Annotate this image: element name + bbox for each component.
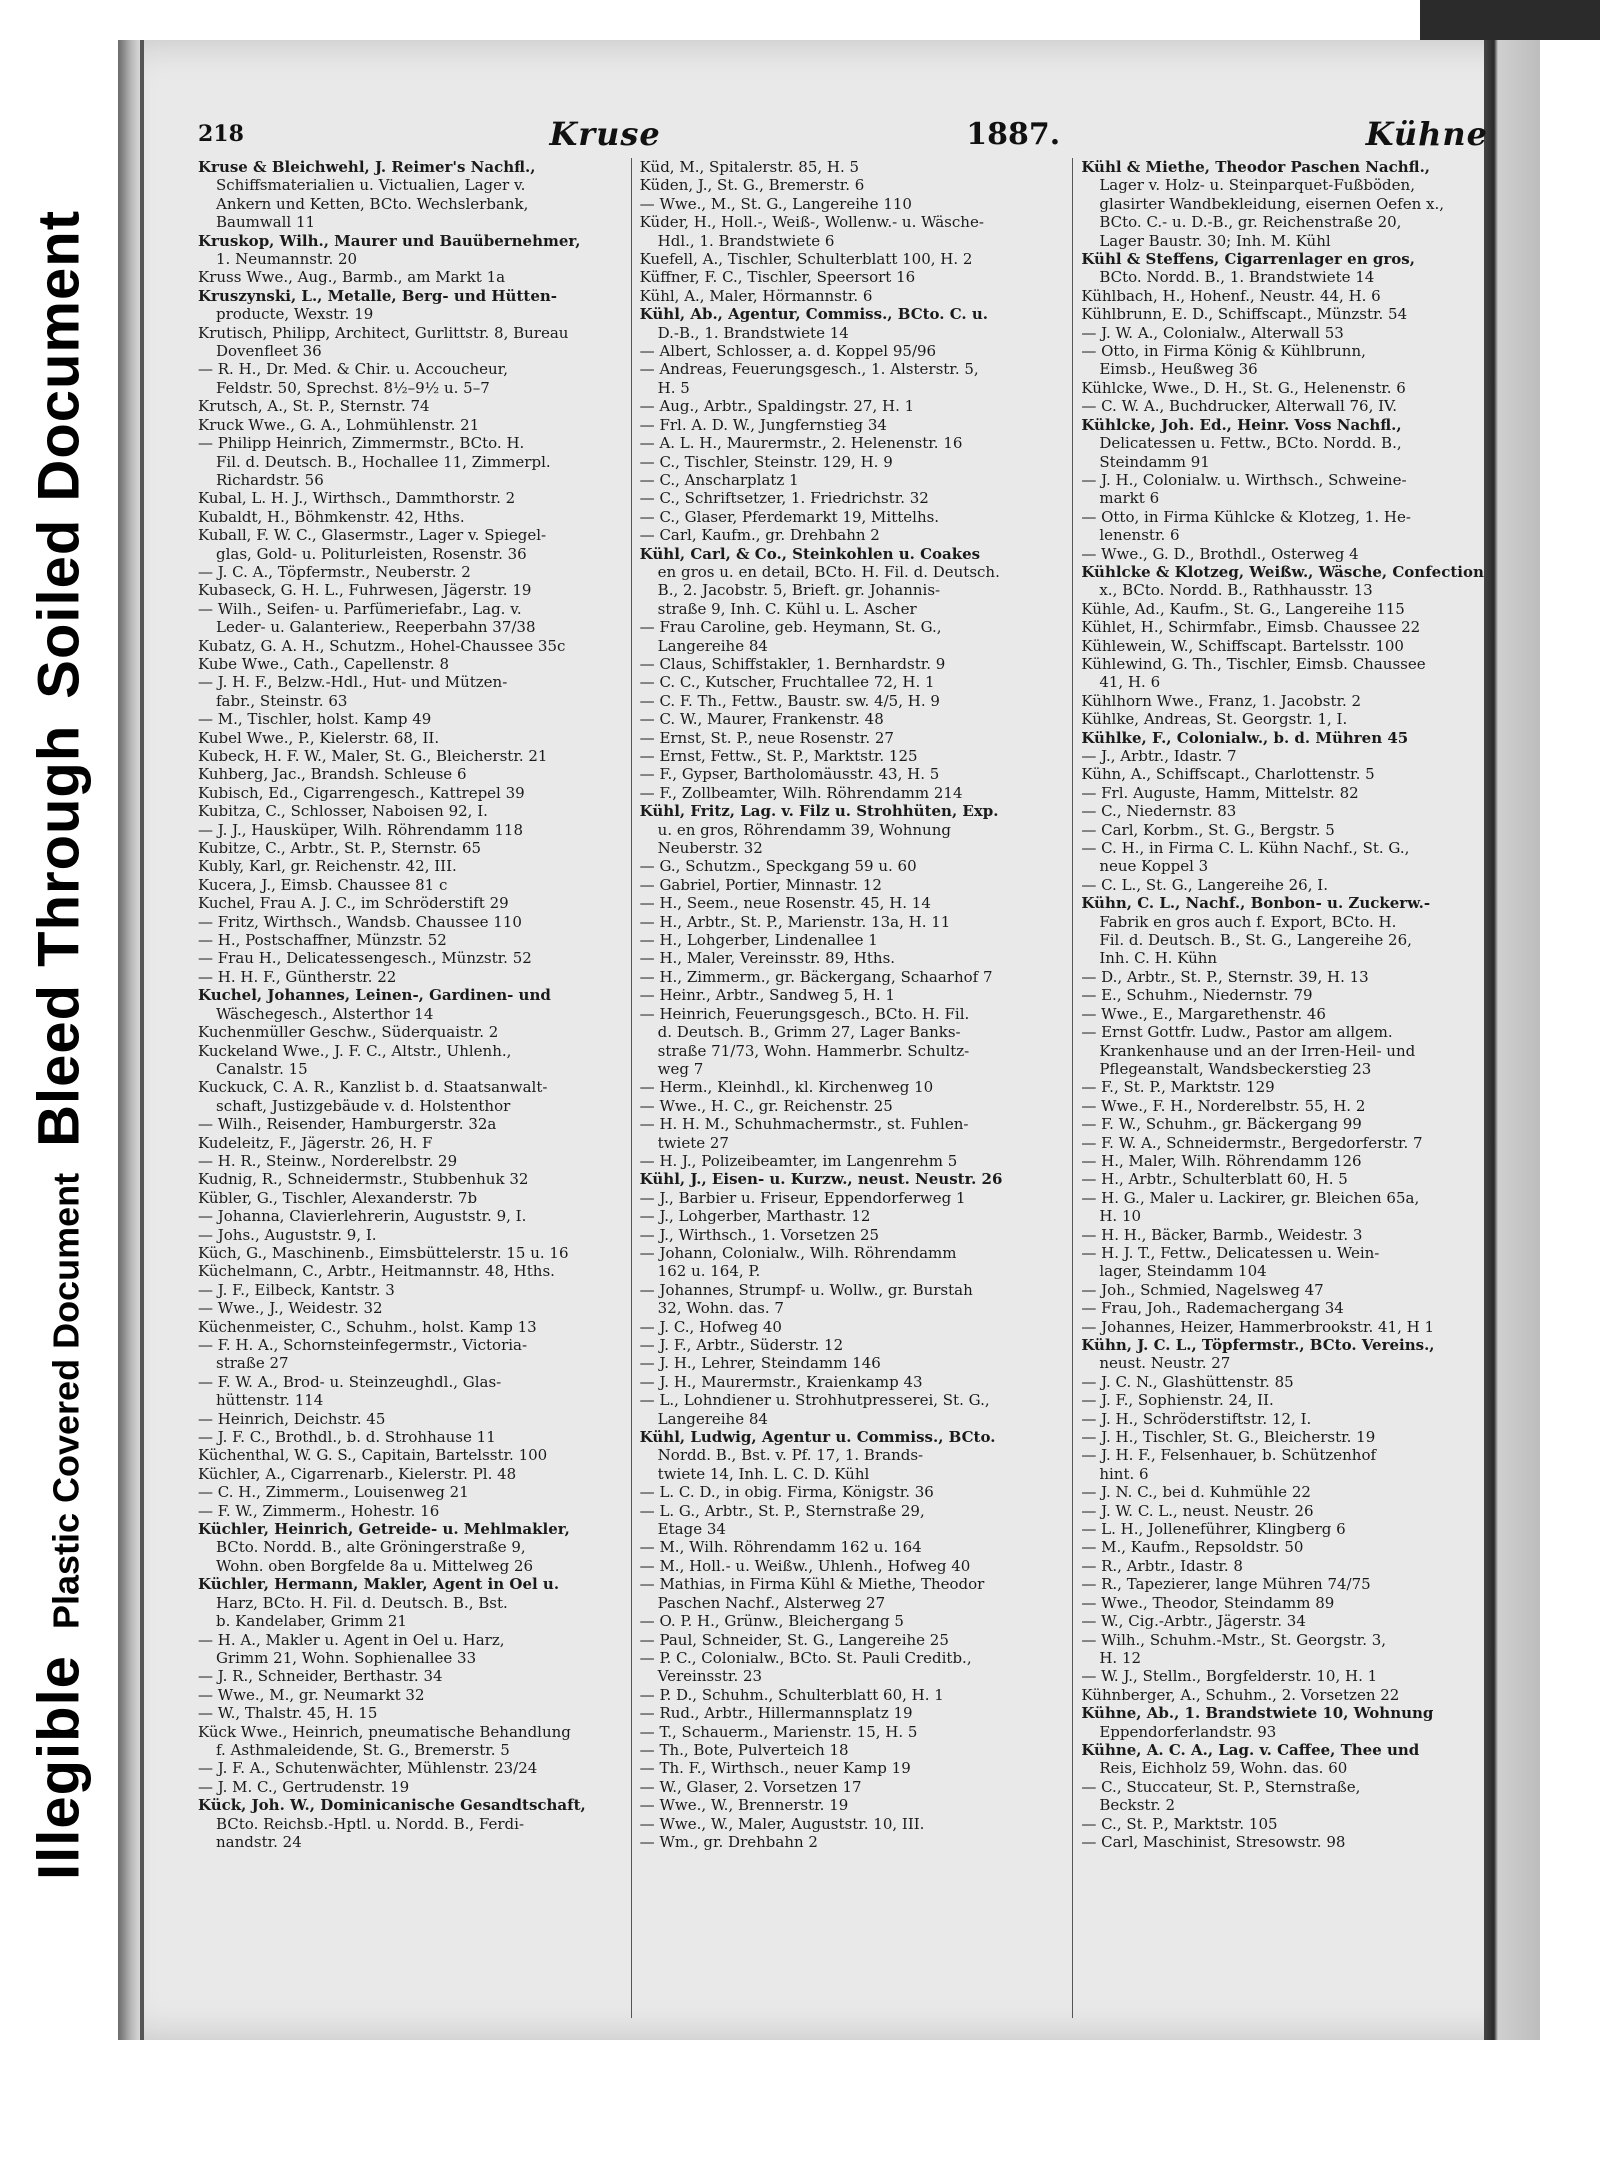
directory-entry-line: en gros u. en detail, BCto. H. Fil. d. Deutsch. [657,562,1000,581]
directory-entry-line: — F. W. A., Brod- u. Steinzeughdl., Glas- [198,1372,502,1391]
directory-entry-line: — Heinrich, Feuerungsgesch., BCto. H. Fil. [639,1004,970,1023]
directory-entry-line: — Aug., Arbtr., Spaldingstr. 27, H. 1 [639,397,915,416]
directory-entry-line: — C., Anscharplatz 1 [639,470,799,489]
directory-entry-line: Kubal, L. H. J., Wirthsch., Dammthorstr. 2 [198,489,516,508]
directory-entry-line: Harz, BCto. H. Fil. d. Deutsch. B., Bst. [216,1593,508,1612]
directory-entry-line: hüttenstr. 114 [216,1391,324,1410]
directory-entry-line: Ankern und Ketten, BCto. Wechslerbank, [216,194,529,213]
directory-entry-line: — Wwe., G. D., Brothdl., Osterweg 4 [1081,544,1359,563]
directory-entry-line: — Johanna, Clavierlehrerin, Auguststr. 9, I. [198,1207,527,1226]
directory-entry-line: Kuckeland Wwe., J. F. C., Altstr., Uhlenh., [198,1041,512,1060]
directory-entry-line: Kühlcke, Wwe., D. H., St. G., Helenenstr. 6 [1081,378,1406,397]
directory-entry-line: Küchenthal, W. G. S., Capitain, Bartelsstr. 100 [198,1446,548,1465]
directory-entry-line: Kuhberg, Jac., Brandsh. Schleuse 6 [198,765,467,784]
directory-columns [198,158,1498,2018]
directory-entry-line: 162 u. 164, P. [657,1262,761,1281]
directory-entry-line: Kubatz, G. A. H., Schutzm., Hohel-Chaussee 35c [198,636,566,655]
directory-entry-line: — H. H., Bäcker, Barmb., Weidestr. 3 [1081,1225,1363,1244]
gutter-line [140,40,144,2040]
directory-entry-line: Kuchel, Johannes, Leinen-, Gardinen- und [198,986,551,1005]
directory-entry-line: Küchler, Hermann, Makler, Agent in Oel u. [198,1575,560,1594]
directory-entry-line: — Johannes, Strumpf- u. Wollw., gr. Burstah [639,1280,973,1299]
directory-entry-line: nandstr. 24 [216,1832,302,1851]
scan-border-corner [1540,0,1600,40]
directory-entry-line: — Philipp Heinrich, Zimmermstr., BCto. H. [198,434,525,453]
directory-entry-line: — Claus, Schiffstakler, 1. Bernhardstr. 9 [639,654,946,673]
directory-entry-line: Kück Wwe., Heinrich, pneumatische Behandlung [198,1722,571,1741]
directory-entry-line: Küffner, F. C., Tischler, Speersort 16 [639,268,916,287]
directory-entry-line: — Albert, Schlosser, a. d. Koppel 95/96 [639,342,937,361]
scanned-page [118,40,1540,2040]
directory-entry-line: — Th., Bote, Pulverteich 18 [639,1740,849,1759]
directory-entry-line: — Ernst, St. P., neue Rosenstr. 27 [639,728,894,747]
directory-entry-line: — F. W. A., Schneidermstr., Bergedorferstr. 7 [1081,1133,1423,1152]
directory-entry-line: — C., Glaser, Pferdemarkt 19, Mittelhs. [639,507,940,526]
directory-entry-line: — C. H., in Firma C. L. Kühn Nachf., St. G., [1081,839,1410,858]
directory-entry-line: — Wwe., Theodor, Steindamm 89 [1081,1593,1335,1612]
directory-entry-line: Pflegeanstalt, Wandsbeckerstieg 23 [1099,1059,1372,1078]
directory-entry-line: — J. W. C. L., neust. Neustr. 26 [1081,1501,1314,1520]
directory-entry-line: — G., Schutzm., Speckgang 59 u. 60 [639,857,917,876]
directory-entry-line: Kühlbrunn, E. D., Schiffscapt., Münzstr. 54 [1081,305,1408,324]
directory-entry-line: — M., Holl.- u. Weißw., Uhlenh., Hofweg 40 [639,1556,971,1575]
directory-entry-line: Kühlet, H., Schirmfabr., Eimsb. Chaussee 22 [1081,618,1421,637]
directory-entry-line: Hdl., 1. Brandstwiete 6 [657,231,835,250]
directory-entry-line: Kubly, Karl, gr. Reichenstr. 42, III. [198,857,457,876]
directory-entry-line: Kühl, Ab., Agentur, Commiss., BCto. C. u. [639,305,988,324]
directory-entry-line: Kudeleitz, F., Jägerstr. 26, H. F [198,1133,433,1152]
directory-entry-line: Kudnig, R., Schneidermstr., Stubbenhuk 32 [198,1170,529,1189]
directory-entry-line: BCto. Nordd. B., alte Gröningerstraße 9, [216,1538,526,1557]
directory-entry-line: Kubaldt, H., Böhmkenstr. 42, Hths. [198,507,465,526]
directory-entry-line: — J. R., Schneider, Berthastr. 34 [198,1667,443,1686]
directory-entry-line: — D., Arbtr., St. P., Sternstr. 39, H. 13 [1081,967,1369,986]
directory-entry-line: Kühl, Carl, & Co., Steinkohlen u. Coakes [639,544,981,563]
directory-entry-line: Küder, H., Holl.-, Weiß-, Wollenw.- u. Wäsche- [639,213,984,232]
directory-entry-line: Richardstr. 56 [216,470,324,489]
directory-entry-line: — F. H. A., Schornsteinfegermstr., Victoria- [198,1336,528,1354]
header-left-word: Kruse [549,115,661,153]
directory-entry-line: Kruss Wwe., Aug., Barmb., am Markt 1a [198,268,506,287]
directory-entry-line: Kühlke, Andreas, St. Georgstr. 1, I. [1081,710,1348,729]
directory-entry-line: — H., Arbtr., Schulterblatt 60, H. 5 [1081,1170,1348,1189]
directory-entry-line: — W., Cig.-Arbtr., Jägerstr. 34 [1081,1612,1306,1631]
directory-entry-line: BCto. C.- u. D.-B., gr. Reichenstraße 20, [1099,213,1402,232]
directory-entry-line: 32, Wohn. das. 7 [657,1299,784,1318]
directory-entry-line: — F., Zollbeamter, Wilh. Röhrendamm 214 [639,783,963,802]
label-plastic-covered: Plastic Covered Document [45,1172,87,1630]
directory-entry-line: hint. 6 [1099,1464,1149,1483]
directory-entry-line: fabr., Steinstr. 63 [216,691,348,710]
directory-entry-line: — Fritz, Wirthsch., Wandsb. Chaussee 110 [198,912,522,931]
directory-entry-line: — H. J., Polizeibeamter, im Langenrehm 5 [639,1151,958,1170]
directory-entry-line: neue Koppel 3 [1099,857,1209,876]
directory-entry-line: — M., Wilh. Röhrendamm 162 u. 164 [639,1538,922,1557]
directory-entry-line: 41, H. 6 [1099,673,1161,692]
directory-entry-line: — Johann, Colonialw., Wilh. Röhrendamm [639,1243,957,1262]
directory-entry-line: Kubeck, H. F. W., Maler, St. G., Bleicherstr. 21 [198,747,548,765]
directory-entry-line: — C. W. A., Buchdrucker, Alterwall 76, IV. [1081,397,1398,416]
directory-entry-line: — J. N. C., bei d. Kuhmühle 22 [1081,1483,1311,1502]
directory-entry-line: — Johannes, Heizer, Hammerbrookstr. 41, H 1 [1081,1317,1435,1336]
directory-entry-line: — Frau Caroline, geb. Heymann, St. G., [639,618,942,637]
directory-entry-line: x., BCto. Nordd. B., Rathhausstr. 13 [1099,581,1373,600]
directory-entry-line: — J. H., Lehrer, Steindamm 146 [639,1354,881,1373]
directory-entry-line: Grimm 21, Wohn. Sophienallee 33 [216,1648,477,1667]
directory-entry-line: — H., Seem., neue Rosenstr. 45, H. 14 [639,894,931,913]
directory-entry-line: — W., Thalstr. 45, H. 15 [198,1704,378,1723]
directory-entry-line: — J. F., Arbtr., Süderstr. 12 [639,1336,844,1354]
directory-entry-line: Krutsch, A., St. P., Sternstr. 74 [198,397,430,416]
page-header [198,110,1488,158]
directory-entry-line: — Herm., Kleinhdl., kl. Kirchenweg 10 [639,1078,934,1097]
directory-entry-line: — R., Tapezierer, lange Mühren 74/75 [1081,1575,1371,1594]
directory-entry-line: — C., Stuccateur, St. P., Sternstraße, [1081,1777,1361,1796]
directory-entry-line: Etage 34 [657,1520,726,1539]
directory-entry-line: — H., Postschaffner, Münzstr. 52 [198,931,447,950]
directory-entry-line: — Frl. A. D. W., Jungfernstieg 34 [639,415,887,434]
directory-entry-line: Kuball, F. W. C., Glasermstr., Lager v. Spiegel- [198,526,547,545]
directory-entry-line: Beckstr. 2 [1099,1796,1176,1815]
directory-entry-line: — Wilh., Reisender, Hamburgerstr. 32a [198,1115,497,1134]
directory-entry-line: — Wwe., J., Weidestr. 32 [198,1299,383,1318]
directory-entry-line: Küchenmeister, C., Schuhm., holst. Kamp 13 [198,1317,537,1336]
directory-entry-line: — J., Barbier u. Friseur, Eppendorferweg 1 [639,1188,966,1207]
directory-entry-line: — F., Gypser, Bartholomäusstr. 43, H. 5 [639,765,940,784]
label-bleed-through: Bleed Through [26,724,92,1147]
directory-entry-line: — Paul, Schneider, St. G., Langereihe 25 [639,1630,949,1649]
directory-entry-line: Fil. d. Deutsch. B., Hochallee 11, Zimmerpl. [216,452,551,471]
directory-entry-line: — Th. F., Wirthsch., neuer Kamp 19 [639,1759,911,1778]
directory-column-2 [631,158,1057,2018]
directory-entry-line: — J. F., Eilbeck, Kantstr. 3 [198,1280,395,1299]
directory-entry-line: — Wwe., F. H., Norderelbstr. 55, H. 2 [1081,1096,1366,1115]
directory-entry-line: — F. W., Schuhm., gr. Bäckergang 99 [1081,1115,1362,1134]
directory-entry-line: — H. G., Maler u. Lackirer, gr. Bleichen 65a, [1081,1188,1420,1207]
directory-entry-line: Kühne, A. C. A., Lag. v. Caffee, Thee und [1081,1740,1420,1759]
directory-entry-line: markt 6 [1099,489,1160,508]
directory-entry-line: — J., Wirthsch., 1. Vorsetzen 25 [639,1225,880,1244]
directory-entry-line: — O. P. H., Grünw., Bleichergang 5 [639,1612,904,1631]
directory-entry-line: — Wwe., W., Brennerstr. 19 [639,1796,849,1815]
directory-entry-line: — H. J. T., Fettw., Delicatessen u. Wein- [1081,1243,1380,1262]
directory-entry-line: Kück, Joh. W., Dominicanische Gesandtschaft, [198,1796,586,1815]
directory-entry-line: — H., Arbtr., St. P., Marienstr. 13a, H. 11 [639,912,951,931]
directory-entry-line: lenenstr. 6 [1099,526,1180,545]
side-label-strip [0,0,118,2177]
directory-entry-line: Kubisch, Ed., Cigarrengesch., Kattrepel 39 [198,783,525,802]
page-gutter [118,40,140,2040]
directory-entry-line: Langereihe 84 [657,636,768,655]
directory-entry-line: Wäschegesch., Alsterthor 14 [216,1004,434,1023]
directory-entry-line: — Carl, Korbm., St. G., Bergstr. 5 [1081,820,1335,839]
directory-entry-line: — Otto, in Firma König & Kühlbrunn, [1081,342,1366,361]
directory-entry-line: Kühlewind, G. Th., Tischler, Eimsb. Chaussee [1081,654,1426,673]
directory-entry-line: — M., Kaufm., Repsoldstr. 50 [1081,1538,1304,1557]
directory-entry-line: — Ernst Gottfr. Ludw., Pastor am allgem. [1081,1023,1393,1042]
directory-entry-line: Kucera, J., Eimsb. Chaussee 81 c [198,875,448,894]
directory-entry-line: Kühl, A., Maler, Hörmannstr. 6 [639,286,873,305]
directory-entry-line: Kubitze, C., Arbtr., St. P., Sternstr. 65 [198,839,482,858]
directory-entry-line: — Heinrich, Deichstr. 45 [198,1409,386,1428]
directory-entry-line: Kübler, G., Tischler, Alexanderstr. 7b [198,1188,478,1207]
directory-entry-line: — Mathias, in Firma Kühl & Miethe, Theodor [639,1575,985,1594]
directory-entry-line: Delicatessen u. Fettw., BCto. Nordd. B., [1099,434,1402,453]
directory-entry-line: Eimsb., Heußweg 36 [1099,360,1258,379]
directory-entry-line: Krutisch, Philipp, Architect, Gurlittstr. 8, Bureau [198,323,569,342]
directory-entry-line: Nordd. B., Bst. v. Pf. 17, 1. Brands- [657,1446,924,1465]
directory-entry-line: — Frl. Auguste, Hamm, Mittelstr. 82 [1081,783,1359,802]
directory-entry-line: — H. A., Makler u. Agent in Oel u. Harz, [198,1630,505,1649]
directory-entry-line: H. 12 [1099,1648,1142,1667]
directory-entry-line: — J. C. N., Glashüttenstr. 85 [1081,1372,1294,1391]
directory-entry-line: — H., Maler, Vereinsstr. 89, Hths. [639,949,896,968]
directory-entry-line: Krankenhause und an der Irren-Heil- und [1099,1041,1416,1060]
directory-entry-line: Kühn, J. C. L., Töpfermstr., BCto. Vereins., [1081,1336,1435,1354]
directory-entry-line: — J. H., Colonialw. u. Wirthsch., Schweine- [1081,470,1407,489]
directory-entry-line: Kubaseck, G. H. L., Fuhrwesen, Jägerstr. 19 [198,581,532,600]
directory-entry-line: — Wm., gr. Drehbahn 2 [639,1832,818,1851]
directory-entry-line: Paschen Nachf., Alsterweg 27 [657,1593,886,1612]
directory-entry-line: Kühnberger, A., Schuhm., 2. Vorsetzen 22 [1081,1685,1400,1704]
directory-entry-line: glas, Gold- u. Politurleisten, Rosenstr. 36 [216,544,527,563]
directory-entry-line: — J. H. F., Felsenhauer, b. Schützenhof [1081,1446,1377,1465]
directory-column-3 [1072,158,1498,2018]
directory-entry-line: Kühlke, F., Colonialw., b. d. Mühren 45 [1081,728,1409,747]
directory-entry-line: — H., Zimmerm., gr. Bäckergang, Schaarhof 7 [639,967,993,986]
directory-entry-line: — C. W., Maurer, Frankenstr. 48 [639,710,884,729]
directory-entry-line: Inh. C. H. Kühn [1099,949,1218,968]
header-year: 1887. [966,116,1061,152]
directory-entry-line: Küchler, A., Cigarrenarb., Kielerstr. Pl. 48 [198,1464,517,1483]
directory-entry-line: — J. C. A., Töpfermstr., Neuberstr. 2 [198,562,471,581]
directory-entry-line: d. Deutsch. B., Grimm 27, Lager Banks- [657,1023,961,1042]
directory-entry-line: Reis, Eichholz 59, Wohn. das. 60 [1099,1759,1348,1778]
directory-entry-line: Kube Wwe., Cath., Capellenstr. 8 [198,654,449,673]
directory-column-1 [198,158,615,2018]
directory-entry-line: — W., Glaser, 2. Vorsetzen 17 [639,1777,862,1796]
directory-entry-line: — Gabriel, Portier, Minnastr. 12 [639,875,882,894]
directory-entry-line: — Heinr., Arbtr., Sandweg 5, H. 1 [639,986,895,1005]
directory-entry-line: BCto. Nordd. B., 1. Brandstwiete 14 [1099,268,1375,287]
directory-entry-line: — J. J., Hausküper, Wilh. Röhrendamm 118 [198,820,524,839]
directory-entry-line: — L. G., Arbtr., St. P., Sternstraße 29, [639,1501,925,1520]
directory-entry-line: — P. D., Schuhm., Schulterblatt 60, H. 1 [639,1685,944,1704]
directory-entry-line: Kühlhorn Wwe., Franz, 1. Jacobstr. 2 [1081,691,1362,710]
directory-entry-line: Leder- u. Galanteriew., Reeperbahn 37/38 [216,618,536,637]
directory-entry-line: Neuberstr. 32 [657,839,763,858]
header-right-word: Kühne [1365,115,1488,153]
directory-entry-line: Küchler, Heinrich, Getreide- u. Mehlmakler, [198,1520,570,1539]
directory-entry-line: — J. M. C., Gertrudenstr. 19 [198,1777,410,1796]
directory-entry-line: — Wilh., Schuhm.-Mstr., St. Georgstr. 3, [1081,1630,1387,1649]
directory-entry-line: — J. H., Schröderstiftstr. 12, I. [1081,1409,1312,1428]
directory-entry-line: B., 2. Jacobstr. 5, Brieft. gr. Johannis- [657,581,941,600]
directory-entry-line: — Wwe., H. C., gr. Reichenstr. 25 [639,1096,893,1115]
directory-entry-line: Küch, G., Maschinenb., Eimsbüttelerstr. 15 u. 16 [198,1243,569,1262]
directory-entry-line: Kühle, Ad., Kaufm., St. G., Langereihe 115 [1081,599,1405,618]
directory-entry-line: Kruskop, Wilh., Maurer und Bauübernehmer, [198,231,581,250]
directory-entry-line: Küden, J., St. G., Bremerstr. 6 [639,176,865,195]
directory-entry-line: — C. H., Zimmerm., Louisenweg 21 [198,1483,469,1502]
directory-entry-line: Kruszynski, L., Metalle, Berg- und Hütten- [198,286,557,305]
directory-entry-line: — Carl, Kaufm., gr. Drehbahn 2 [639,526,880,545]
directory-entry-line: — J. F. C., Brothdl., b. d. Strohhause 11 [198,1428,496,1447]
directory-entry-line: — J. W. A., Colonialw., Alterwall 53 [1081,323,1344,342]
directory-entry-line: Kuckuck, C. A. R., Kanzlist b. d. Staatsanwalt- [198,1078,548,1097]
directory-entry-line: — Wilh., Seifen- u. Parfümeriefabr., Lag. v. [198,599,522,618]
directory-entry-line: — Wwe., W., Maler, Auguststr. 10, III. [639,1814,925,1833]
directory-entry-line: Baumwall 11 [216,213,316,232]
directory-entry-line: — F. W., Zimmerm., Hohestr. 16 [198,1501,440,1520]
directory-entry-line: Vereinsstr. 23 [657,1667,763,1686]
directory-entry-line: — C., Niedernstr. 83 [1081,802,1237,821]
directory-entry-line: — J. H. F., Belzw.-Hdl., Hut- und Mützen- [198,673,508,692]
directory-entry-line: — Wwe., M., gr. Neumarkt 32 [198,1685,425,1704]
directory-entry-line: Schiffsmaterialien u. Victualien, Lager v. [216,176,526,195]
directory-entry-line: — H. R., Steinw., Norderelbstr. 29 [198,1151,458,1170]
directory-entry-line: Kühl, Ludwig, Agentur u. Commiss., BCto. [639,1428,996,1447]
directory-entry-line: H. 10 [1099,1207,1142,1226]
directory-entry-line: Fabrik en gros auch f. Export, BCto. H. [1099,912,1397,931]
directory-entry-line: Lager v. Holz- u. Steinparquet-Fußböden, [1099,176,1415,195]
directory-entry-line: — Frau, Joh., Rademachergang 34 [1081,1299,1344,1318]
directory-entry-line: — J., Lohgerber, Marthastr. 12 [639,1207,871,1226]
directory-entry-line: — E., Schuhm., Niedernstr. 79 [1081,986,1313,1005]
directory-entry-line: Küchelmann, C., Arbtr., Heitmannstr. 48, Hths. [198,1262,555,1281]
directory-entry-line: — Johs., Auguststr. 9, I. [198,1225,377,1244]
directory-entry-line: Kühl, J., Eisen- u. Kurzw., neust. Neustr. 26 [639,1170,1003,1189]
directory-entry-line: — A. L. H., Maurermstr., 2. Helenenstr. 16 [639,434,963,453]
directory-entry-line: — L. C. D., in obig. Firma, Königstr. 36 [639,1483,934,1502]
directory-entry-line: — J. F. A., Schutenwächter, Mühlenstr. 23/24 [198,1759,538,1778]
directory-entry-line: schaft, Justizgebäude v. d. Holstenthor [216,1096,511,1115]
scan-border-top [1420,0,1540,44]
directory-entry-line: Kubel Wwe., P., Kielerstr. 68, II. [198,728,440,747]
directory-entry-line: Kubitza, C., Schlosser, Naboisen 92, I. [198,802,488,821]
directory-entry-line: — J. F., Sophienstr. 24, II. [1081,1391,1274,1410]
directory-entry-line: — C. C., Kutscher, Fruchtallee 72, H. 1 [639,673,935,692]
directory-entry-line: Lager Baustr. 30; Inh. M. Kühl [1099,231,1331,250]
directory-entry-line: Canalstr. 15 [216,1059,308,1078]
directory-entry-line: — J. H., Tischler, St. G., Bleicherstr. 19 [1081,1428,1376,1447]
directory-entry-line: — L., Lohndiener u. Strohhutpresserei, St. G., [639,1391,990,1410]
directory-entry-line: — C. L., St. G., Langereihe 26, I. [1081,875,1328,894]
directory-entry-line: Kuchel, Frau A. J. C., im Schröderstift 29 [198,894,509,913]
directory-entry-line: — C. F. Th., Fettw., Baustr. sw. 4/5, H. 9 [639,691,940,710]
directory-entry-line: — C., St. P., Marktstr. 105 [1081,1814,1278,1833]
directory-entry-line: — Carl, Maschinist, Stresowstr. 98 [1081,1832,1346,1851]
directory-entry-line: BCto. Reichsb.-Hptl. u. Nordd. B., Ferdi- [216,1814,525,1833]
directory-entry-line: Wohn. oben Borgfelde 8a u. Mittelweg 26 [216,1556,534,1575]
directory-entry-line: — Frau H., Delicatessengesch., Münzstr. 52 [198,949,532,968]
directory-entry-line: Kühl, Fritz, Lag. v. Filz u. Strohhüten, Exp. [639,802,999,821]
directory-entry-line: u. en gros, Röhrendamm 39, Wohnung [657,820,951,839]
directory-entry-line: — H. H. M., Schuhmachermstr., st. Fuhlen- [639,1115,969,1134]
directory-entry-line: twiete 14, Inh. L. C. D. Kühl [657,1464,870,1483]
directory-entry-line: — H. H. F., Güntherstr. 22 [198,967,397,986]
directory-entry-line: — R., Arbtr., Idastr. 8 [1081,1556,1243,1575]
directory-entry-line: — J. H., Maurermstr., Kraienkamp 43 [639,1372,923,1391]
directory-entry-line: Dovenfleet 36 [216,342,322,361]
directory-entry-line: Kuchenmüller Geschw., Süderquaistr. 2 [198,1023,499,1042]
page-number: 218 [198,121,244,147]
directory-entry-line: Kruck Wwe., G. A., Lohmühlenstr. 21 [198,415,480,434]
directory-entry-line: lager, Steindamm 104 [1099,1262,1267,1281]
directory-entry-line: 1. Neumannstr. 20 [216,250,358,269]
directory-entry-line: — W. J., Stellm., Borgfelderstr. 10, H. 1 [1081,1667,1378,1686]
directory-entry-line: — L. H., Jolleneführer, Klingberg 6 [1081,1520,1346,1539]
directory-entry-line: Feldstr. 50, Sprechst. 8½–9½ u. 5–7 [216,378,490,397]
directory-entry-line: D.-B., 1. Brandstwiete 14 [657,323,849,342]
directory-entry-line: — F., St. P., Marktstr. 129 [1081,1078,1275,1097]
directory-entry-line: Kühlbach, H., Hohenf., Neustr. 44, H. 6 [1081,286,1381,305]
directory-entry-line: straße 71/73, Wohn. Hammerbr. Schultz- [657,1041,970,1060]
directory-entry-line: — R. H., Dr. Med. & Chir. u. Accoucheur, [198,360,508,379]
directory-entry-line: — H., Maler, Wilh. Röhrendamm 126 [1081,1151,1362,1170]
directory-entry-line: Eppendorferlandstr. 93 [1099,1722,1277,1741]
directory-entry-line: Kühlcke & Klotzeg, Weißw., Wäsche, Confection [1081,562,1484,581]
directory-entry-line: H. 5 [657,378,690,397]
directory-entry-line: weg 7 [657,1059,704,1078]
directory-entry-line: glasirter Wandbekleidung, eisernen Oefen x., [1099,194,1445,213]
directory-entry-line: — Ernst, Fettw., St. P., Marktstr. 125 [639,747,918,765]
directory-entry-line: Kühlewein, W., Schiffscapt. Bartelsstr. 100 [1081,636,1404,655]
label-soiled-document: Soiled Document [26,209,92,699]
directory-entry-line: Kühne, Ab., 1. Brandstwiete 10, Wohnung [1081,1704,1434,1723]
directory-entry-line: — T., Schauerm., Marienstr. 15, H. 5 [639,1722,918,1741]
directory-entry-line: Kühl & Miethe, Theodor Paschen Nachfl., [1081,158,1431,176]
directory-entry-line: — Rud., Arbtr., Hillermannsplatz 19 [639,1704,913,1723]
directory-entry-line: Langereihe 84 [657,1409,768,1428]
directory-entry-line: — P. C., Colonialw., BCto. St. Pauli Creditb., [639,1648,972,1667]
directory-entry-line: Kühn, C. L., Nachf., Bonbon- u. Zuckerw.- [1081,894,1431,913]
directory-entry-line: Kühn, A., Schiffscapt., Charlottenstr. 5 [1081,765,1375,784]
directory-entry-line: — Wwe., M., St. G., Langereihe 110 [639,194,912,213]
directory-entry-line: — Otto, in Firma Kühlcke & Klotzeg, 1. He- [1081,507,1411,526]
directory-entry-line: — C., Tischler, Steinstr. 129, H. 9 [639,452,893,471]
side-label-text [26,210,93,1880]
directory-entry-line: Kruse & Bleichwehl, J. Reimer's Nachfl., [198,158,536,176]
directory-entry-line: — Wwe., E., Margarethenstr. 46 [1081,1004,1326,1023]
directory-entry-line: — Andreas, Feuerungsgesch., 1. Alsterstr. 5, [639,360,979,379]
directory-entry-line: — M., Tischler, holst. Kamp 49 [198,710,432,729]
directory-entry-line: Kuefell, A., Tischler, Schulterblatt 100, H. 2 [639,250,973,269]
directory-entry-line: b. Kandelaber, Grimm 21 [216,1612,407,1631]
directory-entry-line: producte, Wexstr. 19 [216,305,374,324]
directory-entry-line: — J., Arbtr., Idastr. 7 [1081,747,1237,765]
directory-entry-line: — J. C., Hofweg 40 [639,1317,782,1336]
directory-entry-line: straße 9, Inh. C. Kühl u. L. Ascher [657,599,917,618]
directory-entry-line: Kühl & Steffens, Cigarrenlager en gros, [1081,250,1415,269]
directory-entry-line: Küd, M., Spitalerstr. 85, H. 5 [639,158,860,176]
directory-entry-line: Kühlcke, Joh. Ed., Heinr. Voss Nachfl., [1081,415,1402,434]
directory-entry-line: Steindamm 91 [1099,452,1210,471]
directory-entry-line: — H., Lohgerber, Lindenallee 1 [639,931,878,950]
directory-entry-line: — C., Schriftsetzer, 1. Friedrichstr. 32 [639,489,929,508]
directory-entry-line: neust. Neustr. 27 [1099,1354,1231,1373]
directory-entry-line: straße 27 [216,1354,289,1373]
label-illegible: Illegible [26,1655,92,1881]
directory-entry-line: — Joh., Schmied, Nagelsweg 47 [1081,1280,1324,1299]
directory-entry-line: f. Asthmaleidende, St. G., Bremerstr. 5 [216,1740,510,1759]
directory-entry-line: Fil. d. Deutsch. B., St. G., Langereihe 26, [1099,931,1412,950]
directory-entry-line: twiete 27 [657,1133,729,1152]
